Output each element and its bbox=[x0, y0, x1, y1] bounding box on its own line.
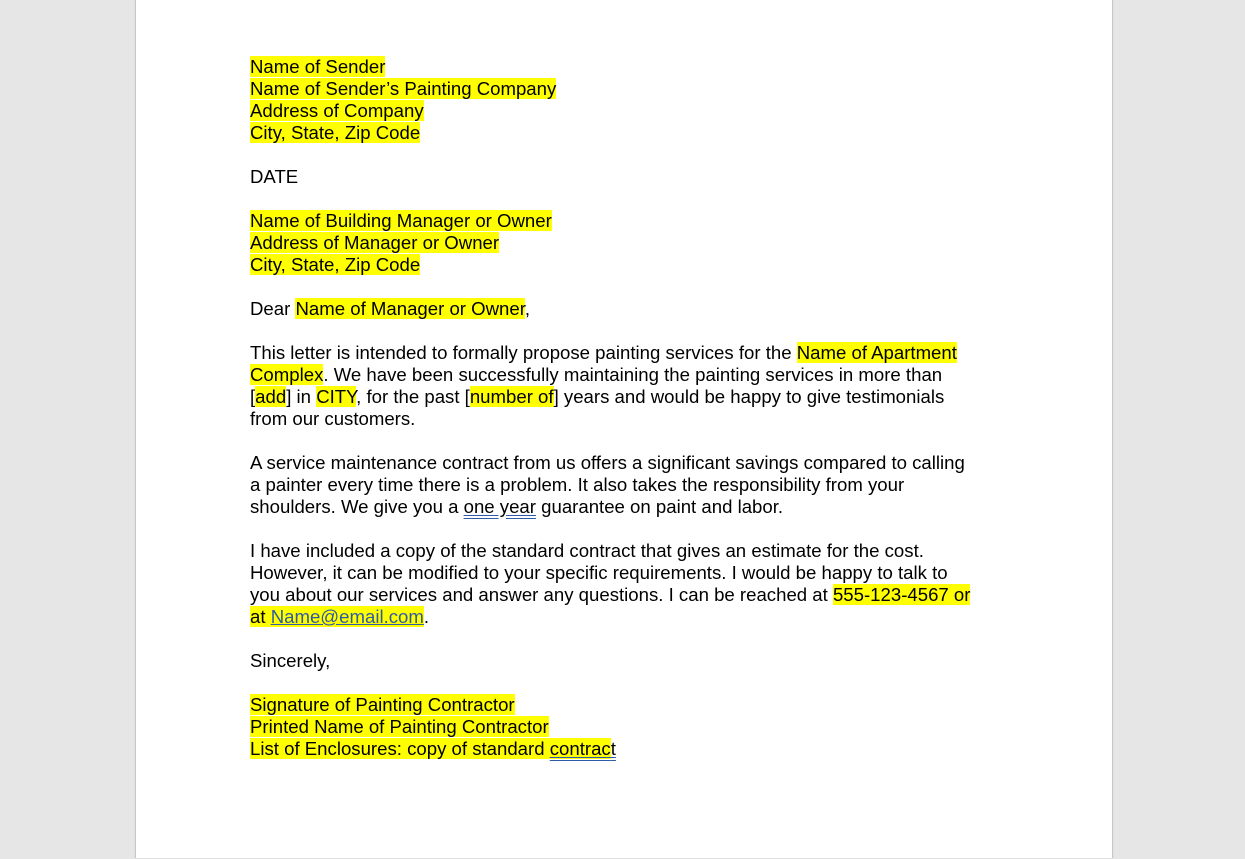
printed-name-placeholder: Printed Name of Painting Contractor bbox=[250, 716, 549, 737]
date: DATE bbox=[250, 166, 299, 187]
recipient-address-line bbox=[250, 232, 1010, 254]
p3-period: . bbox=[423, 606, 430, 627]
paragraph3-line4 bbox=[250, 606, 1010, 628]
p2-text-3a: shoulders. We give you a bbox=[250, 496, 464, 517]
p1-end: from our customers. bbox=[250, 408, 416, 429]
paragraph2-line2 bbox=[250, 474, 1010, 496]
bracket-open: [ bbox=[250, 386, 256, 407]
sender-company-line bbox=[250, 78, 1010, 100]
p1-in: ] in bbox=[286, 386, 317, 407]
sender-address: Address of Company bbox=[250, 100, 424, 121]
apartment-complex-placeholder: Complex bbox=[250, 364, 324, 385]
paragraph1-line3 bbox=[250, 386, 1010, 408]
enclosures-line bbox=[250, 738, 1010, 760]
salutation-suffix: , bbox=[524, 298, 531, 319]
sender-address-line bbox=[250, 100, 1010, 122]
p1-text-2: . We have been successfully maintaining the painting services in more than bbox=[323, 364, 943, 385]
p2-text-1: A service maintenance contract from us offers a significant savings compared to calling bbox=[250, 452, 965, 473]
enclosures-placeholder: List of Enclosures: copy of standard bbox=[250, 738, 550, 759]
salutation-prefix: Dear bbox=[250, 298, 296, 319]
paragraph2-line3 bbox=[250, 496, 1010, 518]
sender-name: Name of Sender bbox=[250, 56, 386, 77]
email-link[interactable]: Name@email.com bbox=[270, 606, 424, 627]
closing-line bbox=[250, 650, 1010, 672]
paragraph2-line1 bbox=[250, 452, 1010, 474]
sender-company: Name of Sender’s Painting Company bbox=[250, 78, 557, 99]
p1-past: , for the past [ bbox=[356, 386, 470, 407]
contract-flagged-word[interactable]: contrac bbox=[549, 738, 611, 759]
contract-flagged-word-end[interactable]: t bbox=[610, 738, 616, 759]
p3-text-3: you about our services and answer any questions. I can be reached at bbox=[250, 584, 833, 605]
paragraph1-line2 bbox=[250, 364, 1010, 386]
recipient-name-line bbox=[250, 210, 1010, 232]
sender-city-state-zip: City, State, Zip Code bbox=[250, 122, 421, 143]
p2-text-2: a painter every time there is a problem. It also takes the responsibility from your bbox=[250, 474, 905, 495]
signature-line bbox=[250, 694, 1010, 716]
p3-text-1: I have included a copy of the standard contract that gives an estimate for the cost. bbox=[250, 540, 924, 561]
sender-name-line bbox=[250, 56, 1010, 78]
p3-text-2: However, it can be modified to your specific requirements. I would be happy to talk to bbox=[250, 562, 948, 583]
one-year-flagged-text[interactable]: one year bbox=[463, 496, 536, 517]
date-line bbox=[250, 166, 1010, 188]
add-placeholder: add bbox=[255, 386, 287, 407]
paragraph1-line1 bbox=[250, 342, 1010, 364]
printed-name-line bbox=[250, 716, 1010, 738]
closing: Sincerely, bbox=[250, 650, 331, 671]
salutation-name: Name of Manager or Owner bbox=[295, 298, 525, 319]
recipient-city-state-zip: City, State, Zip Code bbox=[250, 254, 421, 275]
paragraph3-line1 bbox=[250, 540, 1010, 562]
sender-city-line bbox=[250, 122, 1010, 144]
phone-placeholder: 555-123-4567 or bbox=[832, 584, 971, 605]
letter-body[interactable] bbox=[250, 56, 1010, 760]
number-placeholder: number of bbox=[469, 386, 554, 407]
paragraph3-line3 bbox=[250, 584, 1010, 606]
salutation-line bbox=[250, 298, 1010, 320]
p1-text: This letter is intended to formally propose painting services for the bbox=[250, 342, 797, 363]
city-placeholder: CITY bbox=[316, 386, 357, 407]
paragraph3-line2 bbox=[250, 562, 1010, 584]
recipient-address: Address of Manager or Owner bbox=[250, 232, 500, 253]
apartment-name-placeholder: Name of Apartment bbox=[796, 342, 957, 363]
paragraph1-line4 bbox=[250, 408, 1010, 430]
at-placeholder: at bbox=[250, 606, 271, 627]
signature-placeholder: Signature of Painting Contractor bbox=[250, 694, 515, 715]
recipient-name: Name of Building Manager or Owner bbox=[250, 210, 552, 231]
p1-years: ] years and would be happy to give testimonials bbox=[553, 386, 945, 407]
recipient-city-line bbox=[250, 254, 1010, 276]
p2-text-3b: guarantee on paint and labor. bbox=[535, 496, 784, 517]
